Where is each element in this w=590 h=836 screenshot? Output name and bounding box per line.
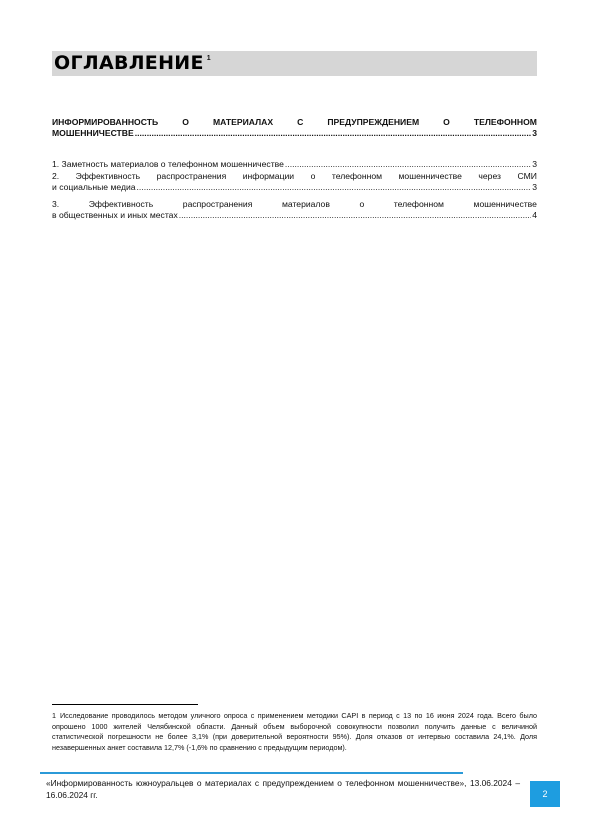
toc-entry-section-3[interactable]: 3. Эффективность распространения материалов о телефонном мошенничестве в общественных и иных местах ..... 4 bbox=[52, 199, 537, 221]
toc-entry-main-label: МОШЕННИЧЕСТВЕ bbox=[52, 128, 134, 138]
dot-leader bbox=[179, 210, 531, 221]
footnote bbox=[52, 711, 537, 753]
footer-rule bbox=[40, 772, 463, 774]
toc-title-bar bbox=[52, 51, 537, 76]
footnote-separator bbox=[52, 704, 198, 705]
footnote-text: Исследование проводилось методом уличного опроса с применением методики CAPI в период с 13 по 16 июня 2024 года. Всего было опрошено 1000 жителей Челябинской области. Данный объем выборочной совокупности позволил получить данные с величиной статистической погрешности не более 3,1% (при доверительной вероятности 95%). Доля отказов от интервью составила 24,1%. Доля незавершенных анкет составила 12,7% (-1,6% по сравнению с предыдущим периодом). bbox=[52, 711, 537, 752]
dot-leader bbox=[135, 128, 531, 139]
footer-text: «Информированность южноуральцев о материалах с предупреждением о телефонном мошенничестве», 13.06.2024 – 16.06.2024 гг. bbox=[46, 778, 520, 800]
toc-entry-page: 4 bbox=[532, 210, 537, 220]
footnote-reference[interactable]: 1 bbox=[206, 55, 211, 62]
page-number-badge: 2 bbox=[530, 781, 560, 807]
toc-entry-page: 3 bbox=[532, 182, 537, 192]
page-title: ОГЛАВЛЕНИЕ bbox=[54, 52, 204, 74]
toc-entry-page: 3 bbox=[532, 159, 537, 169]
toc-entry-section-2[interactable]: 2. Эффективность распространения информации о телефонном мошенничестве через СМИ и социальные медиа ..... 3 bbox=[52, 171, 537, 193]
toc-entry-main[interactable] bbox=[52, 117, 537, 139]
toc-entry-label: в общественных и иных местах bbox=[52, 210, 178, 220]
toc-entry-main-page: 3 bbox=[532, 128, 537, 138]
footnote-number: 1 bbox=[52, 711, 56, 720]
toc-entry-section-1[interactable] bbox=[52, 159, 537, 170]
toc-entry-label: 1. Заметность материалов о телефонном мошенничестве bbox=[52, 159, 284, 169]
dot-leader bbox=[137, 182, 532, 193]
toc-entry-main-line2 bbox=[52, 128, 537, 139]
toc-entry-main-line1: ИНФОРМИРОВАННОСТЬ О МАТЕРИАЛАХ С ПРЕДУПРЕЖДЕНИЕМ О ТЕЛЕФОННОМ bbox=[52, 117, 537, 127]
toc-entry-label: и социальные медиа bbox=[52, 182, 136, 192]
dot-leader bbox=[285, 159, 531, 170]
